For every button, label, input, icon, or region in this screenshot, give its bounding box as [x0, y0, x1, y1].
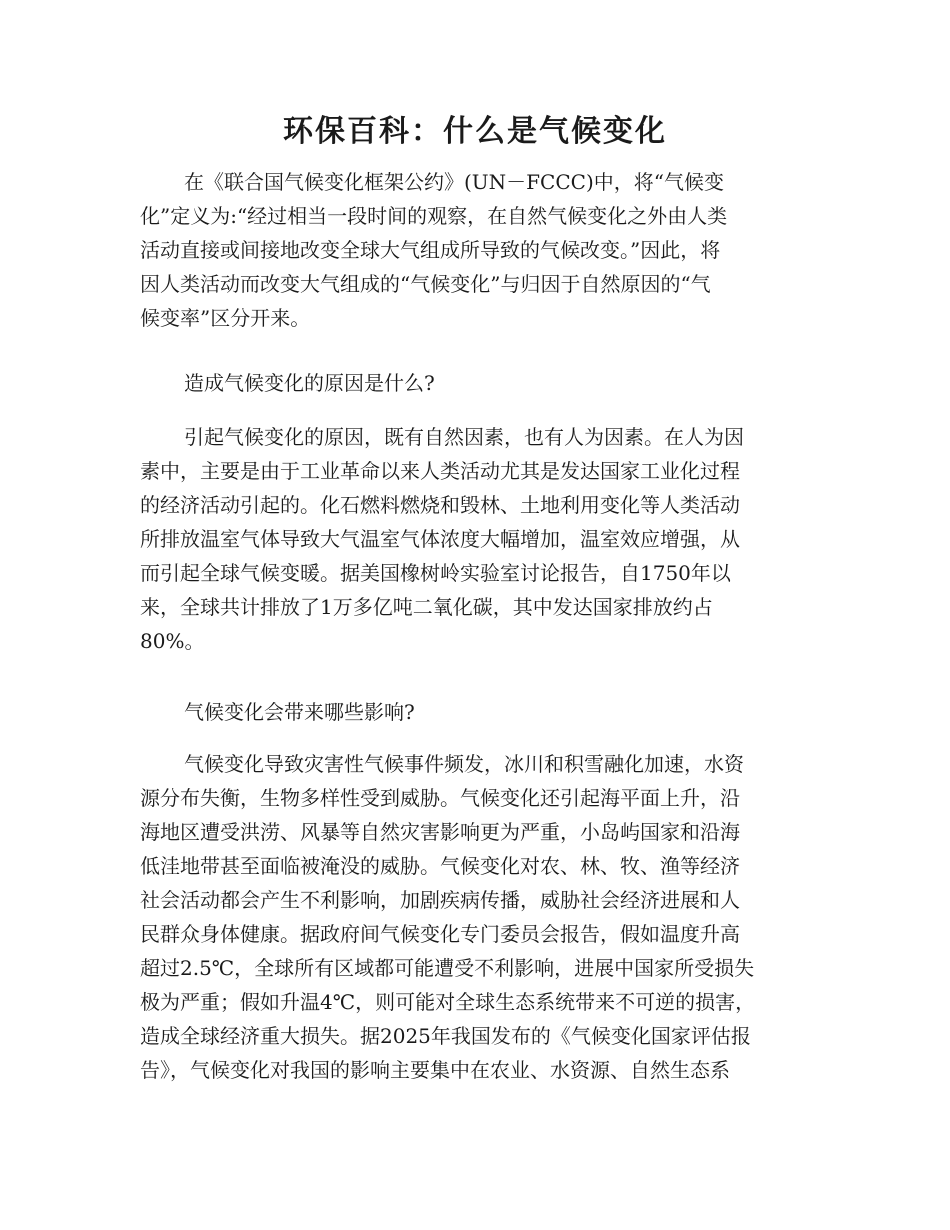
paragraph-impacts — [140, 747, 810, 1087]
paragraph-line: 80%。 — [140, 629, 205, 653]
paragraph-line: 来，全球共计排放了1万多亿吨二氧化碳，其中发达国家排放约占 — [140, 595, 713, 619]
paragraph-line: 气候变化导致灾害性气候事件频发，冰川和积雪融化加速，水资 — [184, 752, 744, 776]
paragraph-line: 候变率”区分开来。 — [140, 306, 311, 330]
paragraph-line: 告》，气候变化对我国的影响主要集中在农业、水资源、自然生态系 — [140, 1058, 730, 1082]
paragraph-line: 极为严重；假如升温4℃，则可能对全球生态系统带来不可逆的损害， — [140, 990, 756, 1014]
document-title: 环保百科：什么是气候变化 — [283, 114, 667, 149]
paragraph-line: 因人类活动而改变大气组成的“气候变化”与归因于自然原因的“气 — [140, 272, 711, 296]
paragraph-line: 引起气候变化的原因，既有自然因素，也有人为因素。在人为因 — [184, 425, 744, 449]
paragraph-line: 源分布失衡，生物多样性受到威胁。气候变化还引起海平面上升，沿 — [140, 786, 740, 810]
question-text: 气候变化会带来哪些影响? — [184, 700, 415, 724]
paragraph-line: 民群众身体健康。据政府间气候变化专门委员会报告，假如温度升高 — [140, 922, 740, 946]
paragraph-line: 低洼地带甚至面临被淹没的威胁。气候变化对农、林、牧、渔等经济 — [140, 854, 740, 878]
paragraph-definition — [140, 165, 810, 335]
section-question-impacts — [140, 695, 810, 729]
paragraph-line: 而引起全球气候变暖。据美国橡树岭实验室讨论报告，自1750年以 — [140, 561, 731, 585]
paragraph-line: 所排放温室气体导致大气温室气体浓度大幅增加，温室效应增强，从 — [140, 527, 740, 551]
paragraph-line: 海地区遭受洪涝、风暴等自然灾害影响更为严重，小岛屿国家和沿海 — [140, 820, 740, 844]
paragraph-line: 在《联合国气候变化框架公约》(UN－FCCC)中，将“气候变 — [184, 170, 724, 194]
paragraph-line: 素中，主要是由于工业革命以来人类活动尤其是发达国家工业化过程 — [140, 459, 740, 483]
paragraph-line: 活动直接或间接地改变全球大气组成所导致的气候改变。”因此，将 — [140, 238, 721, 262]
paragraph-line: 化”定义为:“经过相当一段时间的观察，在自然气候变化之外由人类 — [140, 204, 728, 228]
paragraph-line: 造成全球经济重大损失。据2025年我国发布的《气候变化国家评估报 — [140, 1024, 751, 1048]
paragraph-line: 超过2.5℃，全球所有区域都可能遭受不利影响，进展中国家所受损失 — [140, 956, 755, 980]
paragraph-causes — [140, 420, 810, 658]
question-text: 造成气候变化的原因是什么? — [184, 371, 435, 395]
paragraph-line: 的经济活动引起的。化石燃料燃烧和毁林、土地利用变化等人类活动 — [140, 493, 740, 517]
section-question-causes — [140, 366, 810, 400]
paragraph-line: 社会活动都会产生不利影响，加剧疾病传播，威胁社会经济进展和人 — [140, 888, 740, 912]
